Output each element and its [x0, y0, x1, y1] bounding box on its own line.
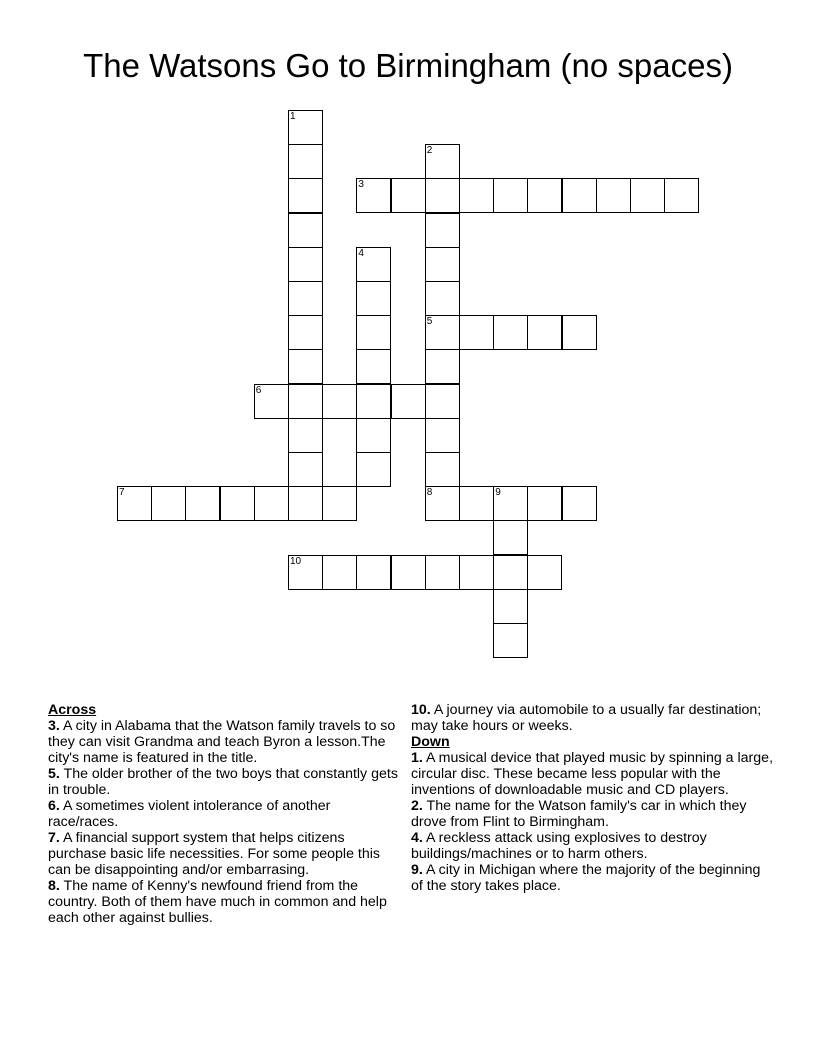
clue-number: 9.: [411, 862, 423, 878]
clues-column-right: [411, 702, 773, 894]
grid-cell[interactable]: [288, 349, 323, 384]
clue-text: The name of Kenny's newfound friend from the country. Both of them have much in common and help each other against bullies.: [48, 878, 387, 926]
grid-cell[interactable]: [425, 213, 460, 248]
cell-number: 4: [358, 247, 364, 259]
grid-cell[interactable]: [425, 486, 460, 521]
grid-cell[interactable]: [425, 418, 460, 453]
grid-cell[interactable]: [288, 384, 323, 419]
grid-cell[interactable]: [493, 486, 528, 521]
grid-cell[interactable]: [493, 520, 528, 555]
clue-item: [411, 750, 773, 798]
clue-number: 3.: [48, 718, 60, 734]
grid-cell[interactable]: [493, 315, 528, 350]
grid-cell[interactable]: [493, 623, 528, 658]
cell-number: 6: [255, 384, 262, 396]
clue-number: 6.: [48, 798, 60, 814]
grid-cell[interactable]: [356, 452, 391, 487]
clue-number: 1.: [411, 750, 423, 766]
clue-text: The older brother of the two boys that constantly gets in trouble.: [48, 766, 398, 798]
across-clue-list: [48, 718, 398, 926]
clue-number: 4.: [411, 830, 423, 846]
grid-cell[interactable]: [391, 178, 426, 213]
grid-cell[interactable]: [664, 178, 699, 213]
clues-column-left: [48, 702, 398, 926]
clue-item: [48, 798, 398, 830]
grid-cell[interactable]: [459, 178, 494, 213]
clue-item: [48, 830, 398, 878]
grid-cell[interactable]: [425, 178, 460, 213]
page-title: The Watsons Go to Birmingham (no spaces): [83, 47, 733, 84]
clue-number: 5.: [48, 766, 60, 782]
clue-text: A journey via automobile to a usually far destination; may take hours or weeks.: [411, 702, 762, 734]
grid-cell[interactable]: [562, 486, 597, 521]
down-heading: Down: [411, 734, 450, 750]
cell-number: 3: [358, 179, 364, 191]
grid-cell[interactable]: [493, 555, 528, 590]
grid-cell[interactable]: [288, 452, 323, 487]
grid-cell[interactable]: [117, 486, 152, 521]
cell-number: 8: [426, 487, 433, 499]
grid-cell[interactable]: [185, 486, 220, 521]
grid-cell[interactable]: [356, 384, 391, 419]
clue-item: [48, 878, 398, 926]
clue-item: [48, 766, 398, 798]
grid-cell[interactable]: [527, 555, 562, 590]
down-clue-list: [411, 750, 773, 894]
grid-cell[interactable]: [356, 315, 391, 350]
clue-item: [411, 798, 773, 830]
cell-number: 1: [290, 111, 296, 122]
grid-cell[interactable]: [356, 555, 391, 590]
grid-cell[interactable]: [288, 247, 323, 282]
cell-number: 5: [426, 316, 433, 328]
cell-number: 2: [426, 145, 433, 157]
grid-cell[interactable]: [322, 555, 357, 590]
grid-cell[interactable]: [425, 555, 460, 590]
grid-cell[interactable]: [356, 178, 391, 213]
grid-cell[interactable]: [425, 144, 460, 179]
grid-cell[interactable]: [630, 178, 665, 213]
clue-item: [411, 702, 773, 734]
clue-item: [411, 830, 773, 862]
grid-cell[interactable]: [322, 384, 357, 419]
grid-cell[interactable]: [288, 281, 323, 316]
clue-text: A city in Michigan where the majority of the beginning of the story takes place.: [411, 862, 761, 894]
grid-cell[interactable]: [288, 178, 323, 213]
clue-text: A city in Alabama that the Watson family travels to so they can visit Grandma and teach Byron a lesson.The city's name is featured in the title.: [48, 718, 396, 766]
clue-text: The name for the Watson family's car in which they drove from Flint to Birmingham.: [411, 798, 747, 830]
clue-item: [411, 862, 773, 894]
grid-cell[interactable]: [425, 315, 460, 350]
grid-cell[interactable]: [425, 349, 460, 384]
grid-cell[interactable]: [356, 247, 391, 282]
clue-number: 8.: [48, 878, 60, 894]
grid-cell[interactable]: [288, 110, 323, 145]
grid-cell[interactable]: [288, 213, 323, 248]
grid-cell[interactable]: [254, 384, 289, 419]
clue-text: A financial support system that helps citizens purchase basic life necessities. For some people this can be disappointing and/or embarrasing.: [48, 830, 380, 878]
grid-cell[interactable]: [596, 178, 631, 213]
grid-cell[interactable]: [527, 486, 562, 521]
cell-number: 9: [495, 487, 501, 499]
grid-cell[interactable]: [459, 486, 494, 521]
grid-cell[interactable]: [562, 315, 597, 350]
clue-item: [48, 718, 398, 766]
grid-cell[interactable]: [151, 486, 186, 521]
grid-cell[interactable]: [562, 178, 597, 213]
grid-cell[interactable]: [288, 315, 323, 350]
grid-cell[interactable]: [288, 418, 323, 453]
clue-text: A musical device that played music by spinning a large, circular disc. These became less popular with the inventions of downloadable music and CD players.: [411, 750, 774, 798]
grid-cell[interactable]: [288, 144, 323, 179]
grid-cell[interactable]: [356, 418, 391, 453]
grid-cell[interactable]: [254, 486, 289, 521]
grid-cell[interactable]: [288, 555, 323, 590]
grid-cell[interactable]: [356, 281, 391, 316]
clue-number: 2.: [411, 798, 423, 814]
grid-cell[interactable]: [527, 178, 562, 213]
grid-cell[interactable]: [493, 178, 528, 213]
grid-cell[interactable]: [322, 486, 357, 521]
grid-cell[interactable]: [220, 486, 255, 521]
grid-cell[interactable]: [288, 486, 323, 521]
across-clue-list-continued: [411, 702, 773, 734]
grid-cell[interactable]: [391, 384, 426, 419]
grid-cell[interactable]: [459, 555, 494, 590]
clue-number: 7.: [48, 830, 60, 846]
grid-cell[interactable]: [425, 281, 460, 316]
clue-number: 10.: [411, 702, 431, 718]
grid-cell[interactable]: [391, 555, 426, 590]
grid-cell[interactable]: [356, 349, 391, 384]
clue-text: A reckless attack using explosives to destroy buildings/machines or to harm others.: [411, 830, 707, 862]
grid-cell[interactable]: [425, 247, 460, 282]
grid-cell[interactable]: [527, 315, 562, 350]
across-heading: Across: [48, 702, 97, 718]
grid-cell[interactable]: [459, 315, 494, 350]
cell-number: 10: [290, 555, 302, 567]
cell-number: 7: [119, 487, 125, 499]
grid-cell[interactable]: [425, 384, 460, 419]
grid-cell[interactable]: [493, 589, 528, 624]
clue-text: A sometimes violent intolerance of another race/races.: [48, 798, 331, 830]
grid-cell[interactable]: [425, 452, 460, 487]
